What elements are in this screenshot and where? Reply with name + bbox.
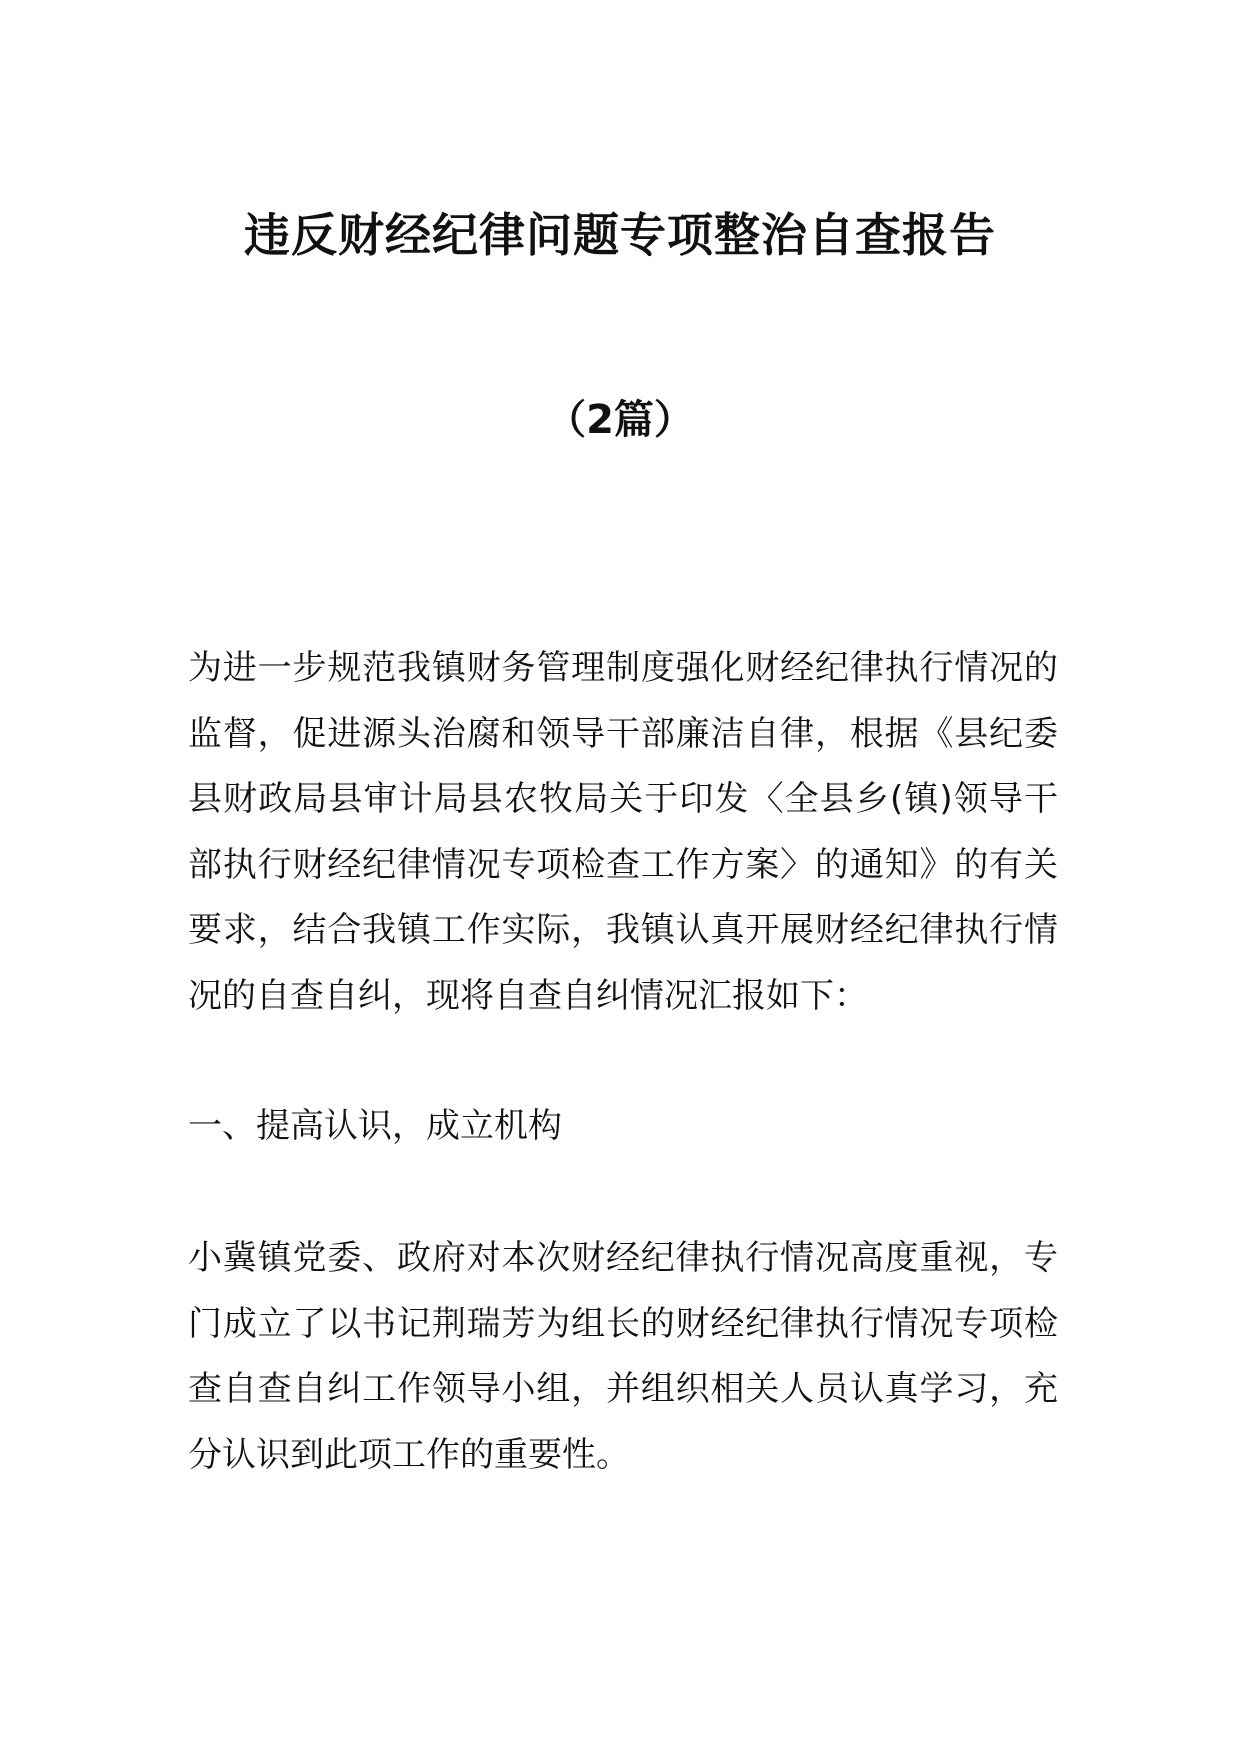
body-paragraph: 小冀镇党委、政府对本次财经纪律执行情况高度重视，专门成立了以书记荆瑞芳为组长的财经纪律执行情况专项检查自查自纠工作领导小组，并组织相关人员认真学习，充分认识到此项工作的重要性。 <box>188 1238 1058 1475</box>
document-title: 违反财经纪律问题专项整治自查报告 <box>244 208 996 262</box>
intro-paragraph: 为进一步规范我镇财务管理制度强化财经纪律执行情况的监督，促进源头治腐和领导干部廉洁自律，根据《县纪委县财政局县审计局县农牧局关于印发〈全县乡(镇)领导干部执行财经纪律情况专项检查工作方案〉的通知》的有关要求，结合我镇工作实际，我镇认真开展财经纪律执行情况的自查自纠，现将自查自纠情况汇报如下： <box>188 648 1058 1016</box>
section-heading: 一、提高认识，成立机构 <box>188 1106 562 1146</box>
document-subtitle: （2篇） <box>546 397 694 443</box>
